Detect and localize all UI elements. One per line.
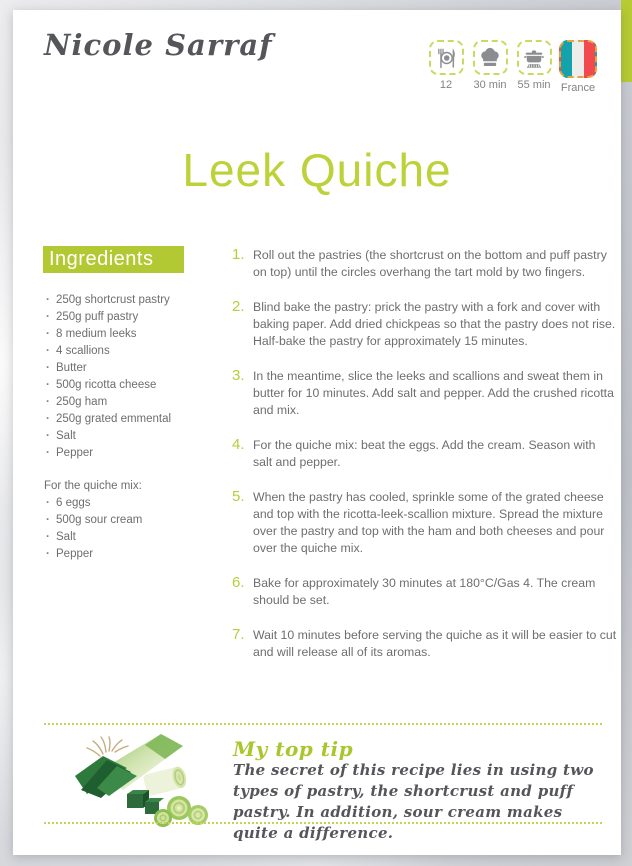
ingredient-item: · Butter bbox=[44, 360, 224, 377]
ingredient-item: · 250g puff pastry bbox=[44, 309, 224, 326]
step-item bbox=[232, 627, 617, 661]
step-text: Roll out the pastries (the shortcrust on the bottom and puff pastry on top) until the circles overhang the tart mold by two fingers. bbox=[253, 248, 607, 279]
plate-cutlery-icon bbox=[429, 40, 464, 75]
step-number: 3. bbox=[232, 367, 245, 384]
step-item bbox=[232, 575, 617, 609]
step-number: 1. bbox=[232, 246, 245, 263]
step-item bbox=[232, 489, 617, 557]
ingredient-item: · 500g sour cream bbox=[44, 512, 224, 529]
badge-label: 55 min bbox=[517, 79, 551, 91]
step-number: 4. bbox=[232, 436, 245, 453]
step-item bbox=[232, 437, 617, 471]
badge-origin bbox=[558, 40, 598, 94]
ingredient-item: · 250g shortcrust pastry bbox=[44, 292, 224, 309]
ingredients-subheading: For the quiche mix: bbox=[44, 480, 142, 492]
ingredient-item: · 250g ham bbox=[44, 394, 224, 411]
step-text: In the meantime, slice the leeks and scallions and sweat them in butter for 10 minutes. Add salt and pepper. Add the crushed ricotta and mix. bbox=[253, 369, 614, 417]
badge-label: France bbox=[560, 82, 596, 94]
ingredient-item: · Salt bbox=[44, 428, 224, 445]
step-number: 7. bbox=[232, 626, 245, 643]
corner-accent-block bbox=[621, 0, 632, 82]
ingredient-item: · 6 eggs bbox=[44, 495, 224, 512]
ingredient-item: · Pepper bbox=[44, 546, 224, 563]
recipe-badges bbox=[426, 40, 598, 94]
step-text: Bake for approximately 30 minutes at 180°C/Gas 4. The cream should be set. bbox=[253, 576, 596, 607]
badge-label: 30 min bbox=[473, 79, 507, 91]
badge-cook-time bbox=[514, 40, 554, 94]
chef-hat-icon bbox=[473, 40, 508, 75]
ingredients-list bbox=[44, 292, 224, 563]
step-item bbox=[232, 368, 617, 419]
pot-icon bbox=[517, 40, 552, 75]
tip-divider-bottom bbox=[44, 822, 602, 824]
steps-list bbox=[232, 247, 617, 679]
step-text: Blind bake the pastry: prick the pastry with a fork and cover with baking paper. Add dried chickpeas so that the pastry does not rise. Half-bake the pastry for approximately 15 minutes. bbox=[253, 300, 616, 348]
badge-servings bbox=[426, 40, 466, 94]
ingredient-item: · Pepper bbox=[44, 445, 224, 462]
step-item bbox=[232, 299, 617, 350]
step-number: 5. bbox=[232, 488, 245, 505]
step-text: When the pastry has cooled, sprinkle some of the grated cheese and top with the ricotta-leek-scallion mixture. Spread the mixture over the pastry and top with the ham and both cheeses and pour over the quiche mix. bbox=[253, 490, 605, 555]
step-text: Wait 10 minutes before serving the quiche as it will be easier to cut and will release all of its aromas. bbox=[253, 628, 617, 659]
badge-prep-time bbox=[470, 40, 510, 94]
tip-divider-top bbox=[44, 723, 602, 725]
ingredients-header: Ingredients bbox=[43, 246, 184, 273]
author-signature: Nicole Sarraf bbox=[44, 28, 273, 62]
tip-text: The secret of this recipe lies in using two types of pastry, the shortcrust and puff pastry. In addition, sour cream makes quite a difference. bbox=[233, 761, 594, 842]
step-text: For the quiche mix: beat the eggs. Add the cream. Season with salt and pepper. bbox=[253, 438, 596, 469]
ingredient-item: · 4 scallions bbox=[44, 343, 224, 360]
ingredient-item: · 250g grated emmental bbox=[44, 411, 224, 428]
ingredient-item: · 8 medium leeks bbox=[44, 326, 224, 343]
step-number: 6. bbox=[232, 574, 245, 591]
tip-heading: My top tip bbox=[233, 737, 354, 761]
step-number: 2. bbox=[232, 298, 245, 315]
ingredient-item: · 500g ricotta cheese bbox=[44, 377, 224, 394]
ingredient-item: · Salt bbox=[44, 529, 224, 546]
step-item bbox=[232, 247, 617, 281]
page-title: Leek Quiche bbox=[182, 144, 452, 196]
recipe-card bbox=[13, 10, 621, 855]
badge-label: 12 bbox=[439, 79, 453, 91]
leek-photo bbox=[57, 732, 227, 830]
france-flag-icon bbox=[559, 40, 597, 78]
